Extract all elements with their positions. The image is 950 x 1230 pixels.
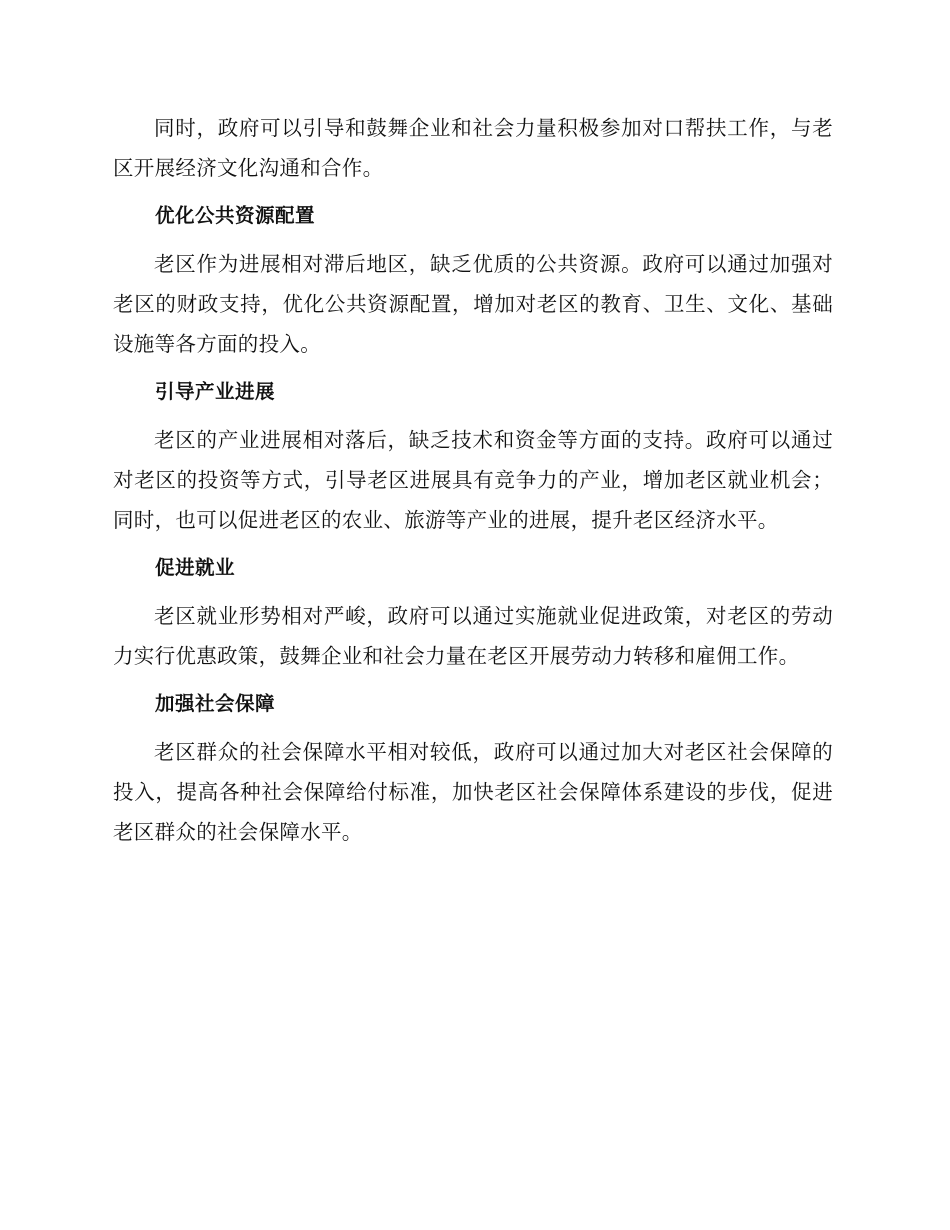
section-paragraph-guide-industry: 老区的产业进展相对落后，缺乏技术和资金等方面的支持。政府可以通过对老区的投资等方式，引导老区进展具有竞争力的产业，增加老区就业机会；同时，也可以促进老区的农业、旅游等产业的进展，提升老区经济水平。 [113,428,833,532]
document-body [113,108,833,852]
section-heading-social-security: 加强社会保障 [155,692,276,715]
intro-paragraph: 同时，政府可以引导和鼓舞企业和社会力量积极参加对口帮扶工作，与老区开展经济文化沟通和合作。 [113,116,833,180]
section-heading-guide-industry: 引导产业进展 [155,380,276,403]
section-heading-promote-employment: 促进就业 [155,556,236,579]
section-paragraph-promote-employment: 老区就业形势相对严峻，政府可以通过实施就业促进政策，对老区的劳动力实行优惠政策，鼓舞企业和社会力量在老区开展劳动力转移和雇佣工作。 [113,604,833,668]
section-heading-optimize-resources: 优化公共资源配置 [155,204,316,227]
section-paragraph-optimize-resources: 老区作为进展相对滞后地区，缺乏优质的公共资源。政府可以通过加强对老区的财政支持，优化公共资源配置，增加对老区的教育、卫生、文化、基础设施等各方面的投入。 [113,252,833,356]
section-paragraph-social-security: 老区群众的社会保障水平相对较低，政府可以通过加大对老区社会保障的投入，提高各种社会保障给付标准，加快老区社会保障体系建设的步伐，促进老区群众的社会保障水平。 [113,740,833,844]
